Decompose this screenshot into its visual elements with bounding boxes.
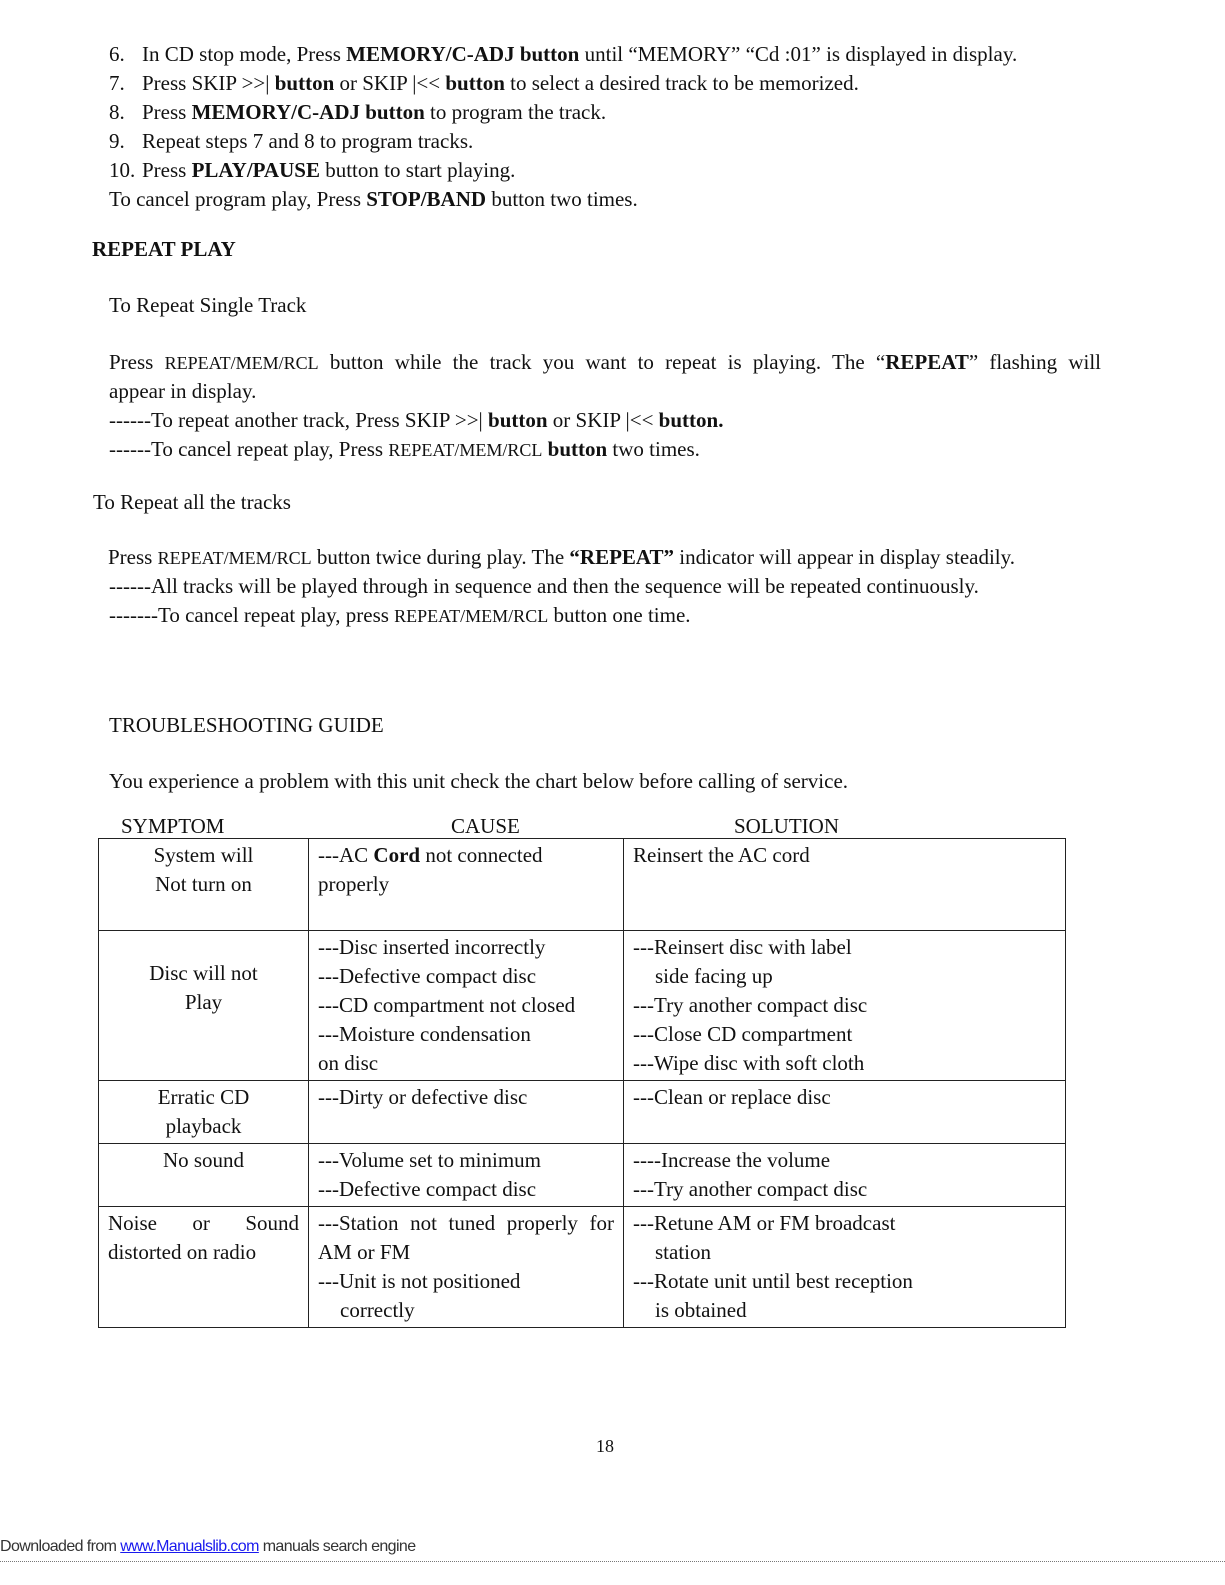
cell-line: ---Try another compact disc (633, 993, 868, 1017)
cell-line: System will (153, 843, 254, 867)
table-row (99, 931, 1066, 1081)
text-run: REPEAT/MEM/RCL (157, 548, 312, 568)
troubleshooting-heading: TROUBLESHOOTING GUIDE (109, 713, 384, 737)
step-line (109, 156, 1017, 185)
all-tracks-note-sequence: ------All tracks will be played through in sequence and then the sequence will be repeated continuously. (109, 574, 979, 598)
cell-line: is obtained (655, 1298, 747, 1322)
cell-line: ---Disc inserted incorrectly (318, 935, 546, 959)
cell-line: ---Unit is not positioned (318, 1269, 521, 1293)
text-run: ------To cancel repeat play, Press (109, 437, 389, 461)
text-run: Repeat steps 7 and 8 to program tracks. (142, 129, 474, 153)
text-run: or SKIP |<< (547, 408, 659, 432)
cell-line: Play (184, 989, 223, 1014)
cell-line: ---Dirty or defective disc (318, 1085, 528, 1109)
cell-line: ---Close CD compartment (633, 1022, 853, 1046)
text-run: indicator will appear in display steadily. (674, 545, 1016, 569)
table-row (99, 1081, 1066, 1144)
text-run: Press SKIP >>| (142, 71, 275, 95)
cell-line: ---Rotate unit until best reception (633, 1269, 913, 1293)
cell-line: distorted on radio (108, 1240, 257, 1264)
cause-cell (309, 1144, 624, 1207)
repeat-play-heading: REPEAT PLAY (92, 237, 236, 261)
troubleshooting-table (98, 838, 1066, 1328)
text-run: MEMORY/C-ADJ button (191, 100, 425, 124)
text-run: button one time. (548, 603, 691, 627)
manualslib-link[interactable]: www.Manualslib.com (120, 1538, 259, 1555)
solution-cell (624, 1207, 1066, 1328)
cancel-program-line (109, 185, 1017, 214)
text-run: REPEAT/MEM/RCL (164, 353, 319, 373)
cell-line (318, 841, 614, 870)
program-steps (109, 40, 1017, 214)
column-header-symptom: SYMPTOM (121, 814, 225, 838)
cell-line: ---Volume set to minimum (318, 1148, 542, 1172)
text-run: button two times. (486, 187, 638, 211)
text-run: REPEAT/MEM/RCL (394, 606, 549, 626)
text-run: button twice during play. The (311, 545, 570, 569)
text-run: two times. (607, 437, 700, 461)
text-run: ------To repeat another track, Press SKIP >>| (109, 408, 489, 432)
all-tracks-note-cancel (109, 601, 691, 631)
cell-line: Not turn on (155, 872, 252, 896)
solution-cell (624, 1144, 1066, 1207)
text-run: button to start playing. (319, 158, 516, 182)
cause-cell (309, 931, 624, 1081)
page-number: 18 (596, 1436, 614, 1456)
single-track-note-cancel (109, 435, 700, 465)
download-footer (0, 1538, 416, 1556)
all-tracks-paragraph (108, 543, 1015, 573)
step-text (142, 42, 1017, 66)
step-line (109, 98, 1017, 127)
cell-line: ----Increase the volume (633, 1148, 831, 1172)
step-number: 7. (109, 71, 125, 95)
text-run: MEMORY/C-ADJ button (346, 42, 580, 66)
cell-line: properly (318, 872, 390, 896)
cell-line: playback (165, 1114, 242, 1138)
text-run: button (547, 437, 608, 461)
cell-line: Reinsert the AC cord (633, 843, 810, 867)
step-text (142, 100, 606, 124)
cell-line: Erratic CD (157, 1085, 250, 1109)
text-run: “REPEAT” (569, 545, 675, 569)
all-tracks-subheading: To Repeat all the tracks (93, 490, 291, 514)
text-run: Press (142, 100, 192, 124)
step-text (142, 129, 473, 153)
text-run: REPEAT (885, 350, 969, 374)
cell-line: Noise or Sound (108, 1211, 299, 1235)
symptom-cell (99, 839, 309, 931)
text-run: button. (658, 408, 724, 432)
cell-line: No sound (162, 1148, 245, 1172)
footer-prefix: Downloaded from (0, 1538, 121, 1555)
solution-cell (624, 1081, 1066, 1144)
step-number: 10. (109, 158, 136, 182)
cell-line: Disc will not (149, 960, 258, 985)
text-run: until “MEMORY” “Cd :01” is displayed in display. (579, 42, 1018, 66)
text-run: to select a desired track to be memorized. (504, 71, 859, 95)
text-run: button (274, 71, 335, 95)
cause-cell (309, 839, 624, 931)
column-header-solution: SOLUTION (734, 814, 839, 838)
step-line (109, 40, 1017, 69)
step-number: 9. (109, 129, 125, 153)
cell-line: ---Station not tuned properly for (318, 1211, 614, 1235)
text-run: ---AC (318, 843, 374, 867)
text-run: Press (109, 350, 165, 374)
text-run: REPEAT/MEM/RCL (388, 440, 543, 460)
table-row (99, 1207, 1066, 1328)
cause-cell (309, 1081, 624, 1144)
solution-cell (624, 839, 1066, 931)
cell-line: on disc (318, 1051, 379, 1075)
cell-line: ---Reinsert disc with label (633, 935, 852, 959)
step-text (142, 71, 859, 95)
cell-line: ---Moisture condensation (318, 1022, 531, 1046)
step-number: 6. (109, 42, 125, 66)
text-run: button (488, 408, 548, 432)
cell-line: ---Retune AM or FM broadcast (633, 1211, 896, 1235)
single-track-subheading: To Repeat Single Track (109, 293, 307, 317)
footer-suffix: manuals search engine (258, 1538, 416, 1555)
cell-line: ---Clean or replace disc (633, 1085, 831, 1109)
column-header-cause: CAUSE (451, 814, 520, 838)
symptom-cell (99, 1081, 309, 1144)
text-run: ” flashing will (968, 350, 1102, 374)
text-run: Press (108, 545, 158, 569)
text-run: -------To cancel repeat play, press (109, 603, 395, 627)
text-run: PLAY/PAUSE (191, 158, 320, 182)
table-row (99, 1144, 1066, 1207)
cell-line: ---Defective compact disc (318, 1177, 537, 1201)
text-run: button while the track you want to repeat is playing. The “ (318, 350, 886, 374)
text-run: to program the track. (424, 100, 607, 124)
step-text (142, 158, 515, 182)
text-run: In CD stop mode, Press (142, 42, 347, 66)
solution-cell (624, 931, 1066, 1081)
step-line (109, 69, 1017, 98)
cell-line: ---Wipe disc with soft cloth (633, 1051, 865, 1075)
footer-divider (0, 1561, 1225, 1562)
cell-line: ---Try another compact disc (633, 1177, 868, 1201)
cell-line: AM or FM (318, 1240, 411, 1264)
table-row (99, 839, 1066, 931)
symptom-cell (99, 931, 309, 1081)
cause-cell (309, 1207, 624, 1328)
text-run: Cord (373, 843, 421, 867)
cell-line: ---CD compartment not closed (318, 993, 576, 1017)
text-run: or SKIP |<< (334, 71, 446, 95)
troubleshooting-intro: You experience a problem with this unit check the chart below before calling of service. (109, 769, 849, 793)
single-track-note-another (109, 406, 723, 435)
cell-line: station (655, 1240, 711, 1264)
text-run: not connected (420, 843, 543, 867)
cell-line: correctly (340, 1298, 415, 1322)
symptom-cell (99, 1144, 309, 1207)
text-run: STOP/BAND (366, 187, 487, 211)
symptom-cell (99, 1207, 309, 1328)
cell-line: ---Defective compact disc (318, 964, 537, 988)
single-track-paragraph-line1 (109, 348, 1101, 378)
text-run: button (445, 71, 505, 95)
step-line (109, 127, 1017, 156)
text-run: To cancel program play, Press (109, 187, 367, 211)
text-run: Press (142, 158, 192, 182)
cell-line: side facing up (655, 964, 773, 988)
step-number: 8. (109, 100, 125, 124)
single-track-paragraph-line2: appear in display. (109, 379, 257, 403)
